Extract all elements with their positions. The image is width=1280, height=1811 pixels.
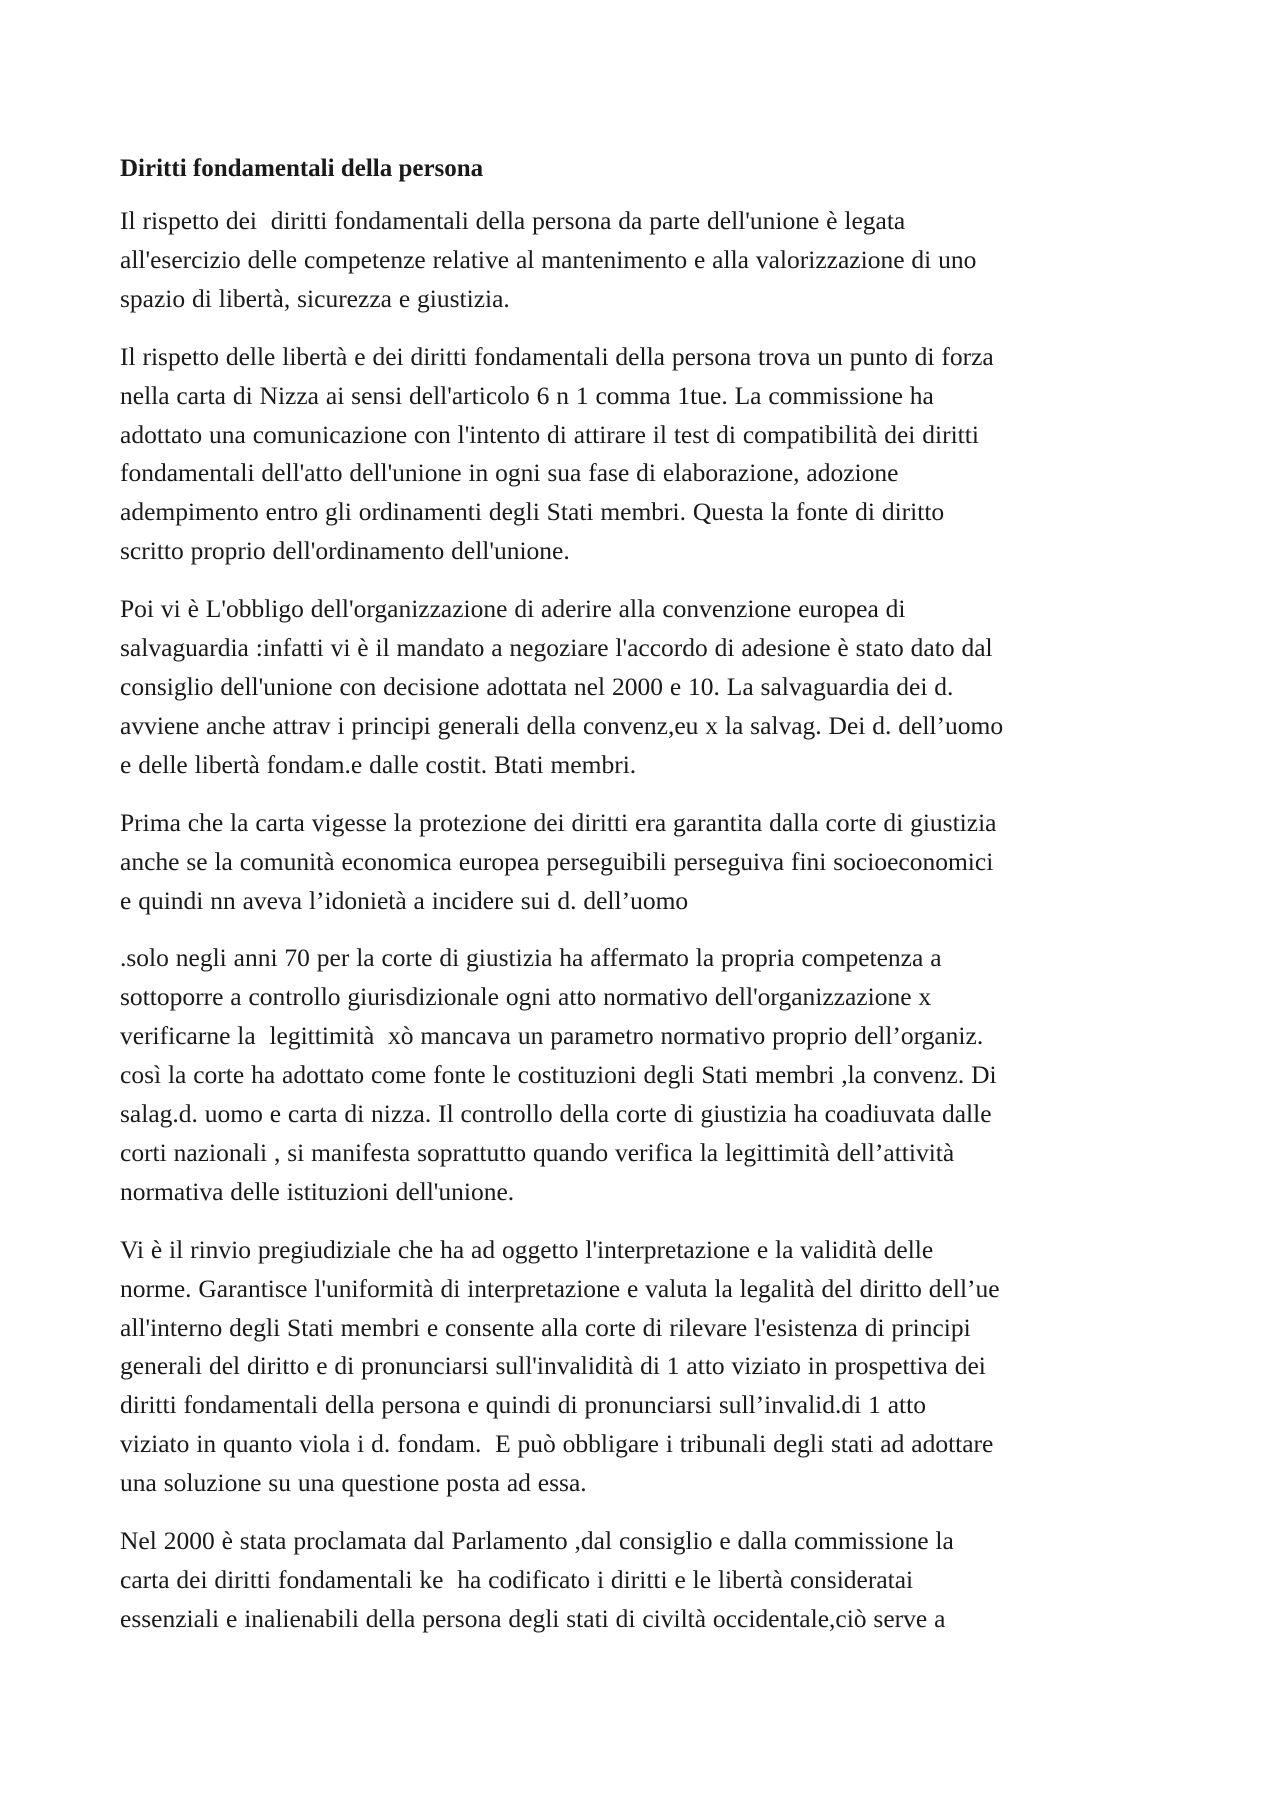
text-line: salag.d. uomo e carta di nizza. Il controllo della corte di giustizia ha coadiuvata dalle bbox=[120, 1099, 992, 1129]
text-line: corti nazionali , si manifesta soprattutto quando verifica la legittimità dell’attività bbox=[120, 1137, 955, 1167]
text-line: essenziali e inalienabili della persona degli stati di civiltà occidentale,ciò serve a bbox=[120, 1603, 946, 1633]
document-title: Diritti fondamentali della persona bbox=[120, 155, 484, 182]
text-line: normativa delle istituzioni dell'unione. bbox=[120, 1176, 515, 1206]
paragraph-1 bbox=[120, 202, 1170, 319]
text-line: Il rispetto dei diritti fondamentali della persona da parte dell'unione è legata bbox=[120, 206, 906, 235]
text-line: fondamentali dell'atto dell'unione in ogni sua fase di elaborazione, adozione bbox=[120, 458, 899, 488]
text-line: Nel 2000 è stata proclamata dal Parlamento ,dal consiglio e dalla commissione la bbox=[120, 1526, 954, 1556]
text-line: norme. Garantisce l'uniformità di interpretazione e valuta la legalità del diritto dell’ue bbox=[120, 1273, 1000, 1303]
text-line: diritti fondamentali della persona e quindi di pronunciarsi sull’invalid.di 1 atto bbox=[120, 1390, 926, 1420]
document-body bbox=[120, 150, 1170, 1658]
text-line: all'interno degli Stati membri e consente alla corte di rilevare l'esistenza di principi bbox=[120, 1312, 971, 1342]
paragraph-4 bbox=[120, 804, 1170, 921]
text-line: avviene anche attrav i principi generali della convenz,eu x la salvag. Dei d. dell’uomo bbox=[120, 710, 1004, 740]
paragraph-6 bbox=[120, 1231, 1170, 1503]
text-line: nella carta di Nizza ai sensi dell'articolo 6 n 1 comma 1tue. La commissione ha bbox=[120, 380, 934, 410]
text-line: Vi è il rinvio pregiudiziale che ha ad oggetto l'interpretazione e la validità delle bbox=[120, 1234, 934, 1264]
paragraph-5 bbox=[120, 939, 1170, 1211]
text-line: verificarne la legittimità xò mancava un parametro normativo proprio dell’organiz. bbox=[120, 1021, 984, 1051]
paragraph-7 bbox=[120, 1522, 1170, 1639]
text-line: spazio di libertà, sicurezza e giustizia. bbox=[120, 283, 510, 313]
text-line: carta dei diritti fondamentali ke ha codificato i diritti e le libertà consideratai bbox=[120, 1565, 914, 1594]
text-line: generali del diritto e di pronunciarsi sull'invalidità di 1 atto viziato in prospettiva dei bbox=[120, 1351, 986, 1381]
text-line: viziato in quanto viola i d. fondam. E può obbligare i tribunali degli stati ad adottare bbox=[120, 1429, 994, 1459]
text-line: così la corte ha adottato come fonte le costituzioni degli Stati membri ,la convenz. Di bbox=[120, 1060, 997, 1090]
text-line: scritto proprio dell'ordinamento dell'unione. bbox=[120, 536, 570, 566]
text-line: e delle libertà fondam.e dalle costit. Btati membri. bbox=[120, 749, 637, 779]
text-line: .solo negli anni 70 per la corte di giustizia ha affermato la propria competenza a bbox=[120, 943, 942, 973]
text-line: adempimento entro gli ordinamenti degli Stati membri. Questa la fonte di diritto bbox=[120, 497, 945, 527]
text-line: Prima che la carta vigesse la protezione dei diritti era garantita dalla corte di giustizia bbox=[120, 807, 997, 837]
text-line: una soluzione su una questione posta ad essa. bbox=[120, 1468, 587, 1498]
text-line: Poi vi è L'obbligo dell'organizzazione di aderire alla convenzione europea di bbox=[120, 594, 906, 624]
paragraph-3 bbox=[120, 590, 1170, 785]
text-line: consiglio dell'unione con decisione adottata nel 2000 e 10. La salvaguardia dei d. bbox=[120, 671, 954, 701]
text-line: sottoporre a controllo giurisdizionale ogni atto normativo dell'organizzazione x bbox=[120, 982, 932, 1012]
text-line: salvaguardia :infatti vi è il mandato a negoziare l'accordo di adesione è stato dato dal bbox=[120, 633, 993, 663]
text-line: all'esercizio delle competenze relative al mantenimento e alla valorizzazione di uno bbox=[120, 244, 977, 274]
text-line: e quindi nn aveva l’idonietà a incidere sui d. dell’uomo bbox=[120, 885, 689, 915]
text-line: anche se la comunità economica europea perseguibili perseguiva fini socioeconomici bbox=[120, 846, 994, 876]
text-line: Il rispetto delle libertà e dei diritti fondamentali della persona trova un punto di forza bbox=[120, 341, 994, 371]
paragraph-2 bbox=[120, 338, 1170, 571]
text-line: adottato una comunicazione con l'intento di attirare il test di compatibilità dei diritti bbox=[120, 419, 979, 449]
